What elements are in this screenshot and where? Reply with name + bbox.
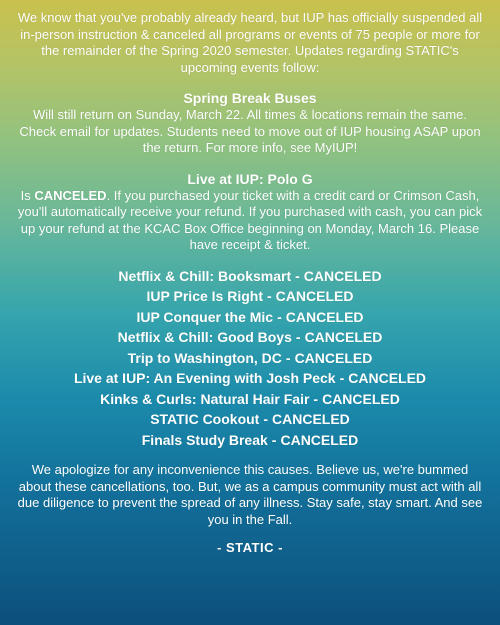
intro-paragraph: We know that you've probably already heard, but IUP has officially suspended all in-person instruction & canceled all programs or events of 75 people or more for the remainder of the Spring 2020 semester. Updates regarding STATIC's upcoming events follow: [17, 10, 483, 75]
polo-g-prefix: Is [20, 187, 35, 203]
event-status: CANCELED [348, 370, 427, 386]
canceled-event-item [16, 389, 484, 410]
event-name: Kinks & Curls: Natural Hair Fair [100, 390, 310, 407]
spring-break-title: Spring Break Buses [183, 90, 317, 106]
event-separator: - [313, 390, 319, 407]
signature: - STATIC - [217, 540, 283, 555]
event-status: CANCELED [272, 411, 350, 427]
polo-g-details: . If you purchased your ticket with a credit card or Crimson Cash, you'll automatically receive your refund. If you purchased with cash, you can pick up your refund at the KCAC Box Office beginning on Monday, March 16. Please have receipt & ticket. [17, 187, 483, 252]
canceled-event-item [16, 368, 484, 389]
event-status: CANCELED [303, 267, 382, 284]
closing-paragraph: We apologize for any inconvenience this causes. Believe us, we're bummed about these cancellations, too. But, we as a campus community must act with all due diligence to prevent the spread of any illness. Stay safe, stay smart. And see you in the Fall. [17, 462, 483, 527]
canceled-events-list [16, 266, 484, 451]
polo-g-body [16, 188, 484, 254]
event-separator: - [295, 329, 301, 345]
event-separator: - [339, 370, 345, 386]
canceled-event-item [16, 348, 484, 369]
event-name: IUP Price Is Right [146, 288, 263, 304]
event-name: Live at IUP: An Evening with Josh Peck [73, 370, 336, 386]
event-status: CANCELED [294, 349, 373, 366]
event-name: Netflix & Chill: Good Boys [117, 329, 292, 345]
event-status: CANCELED [275, 288, 354, 304]
polo-g-status: CANCELED [34, 187, 107, 203]
event-separator: - [285, 349, 291, 366]
event-separator: - [277, 308, 282, 325]
event-separator: - [271, 431, 277, 448]
canceled-event-item [16, 327, 484, 348]
spring-break-section [16, 90, 484, 157]
event-name: Finals Study Break [141, 431, 268, 448]
event-status: CANCELED [322, 390, 400, 407]
event-name: IUP Conquer the Mic [136, 308, 274, 325]
event-name: Trip to Washington, DC [127, 349, 282, 366]
polo-g-section [16, 171, 484, 254]
event-name: Netflix & Chill: Booksmart [118, 267, 292, 284]
canceled-event-item [16, 430, 484, 451]
canceled-event-item [16, 286, 484, 307]
canceled-event-item [16, 307, 484, 328]
event-status: CANCELED [280, 431, 359, 448]
event-status: CANCELED [304, 329, 383, 345]
spring-break-body: Will still return on Sunday, March 22. All times & locations remain the same. Check email for updates. Students need to move out of IUP housing ASAP upon the return. For more info, see MyIUP! [19, 107, 481, 155]
event-separator: - [267, 288, 272, 304]
canceled-event-item [16, 266, 484, 287]
event-status: CANCELED [285, 308, 364, 325]
event-separator: - [263, 411, 269, 427]
event-separator: - [295, 267, 300, 284]
polo-g-title: Live at IUP: Polo G [187, 170, 313, 187]
canceled-event-item [16, 409, 484, 430]
event-name: STATIC Cookout [150, 411, 260, 427]
